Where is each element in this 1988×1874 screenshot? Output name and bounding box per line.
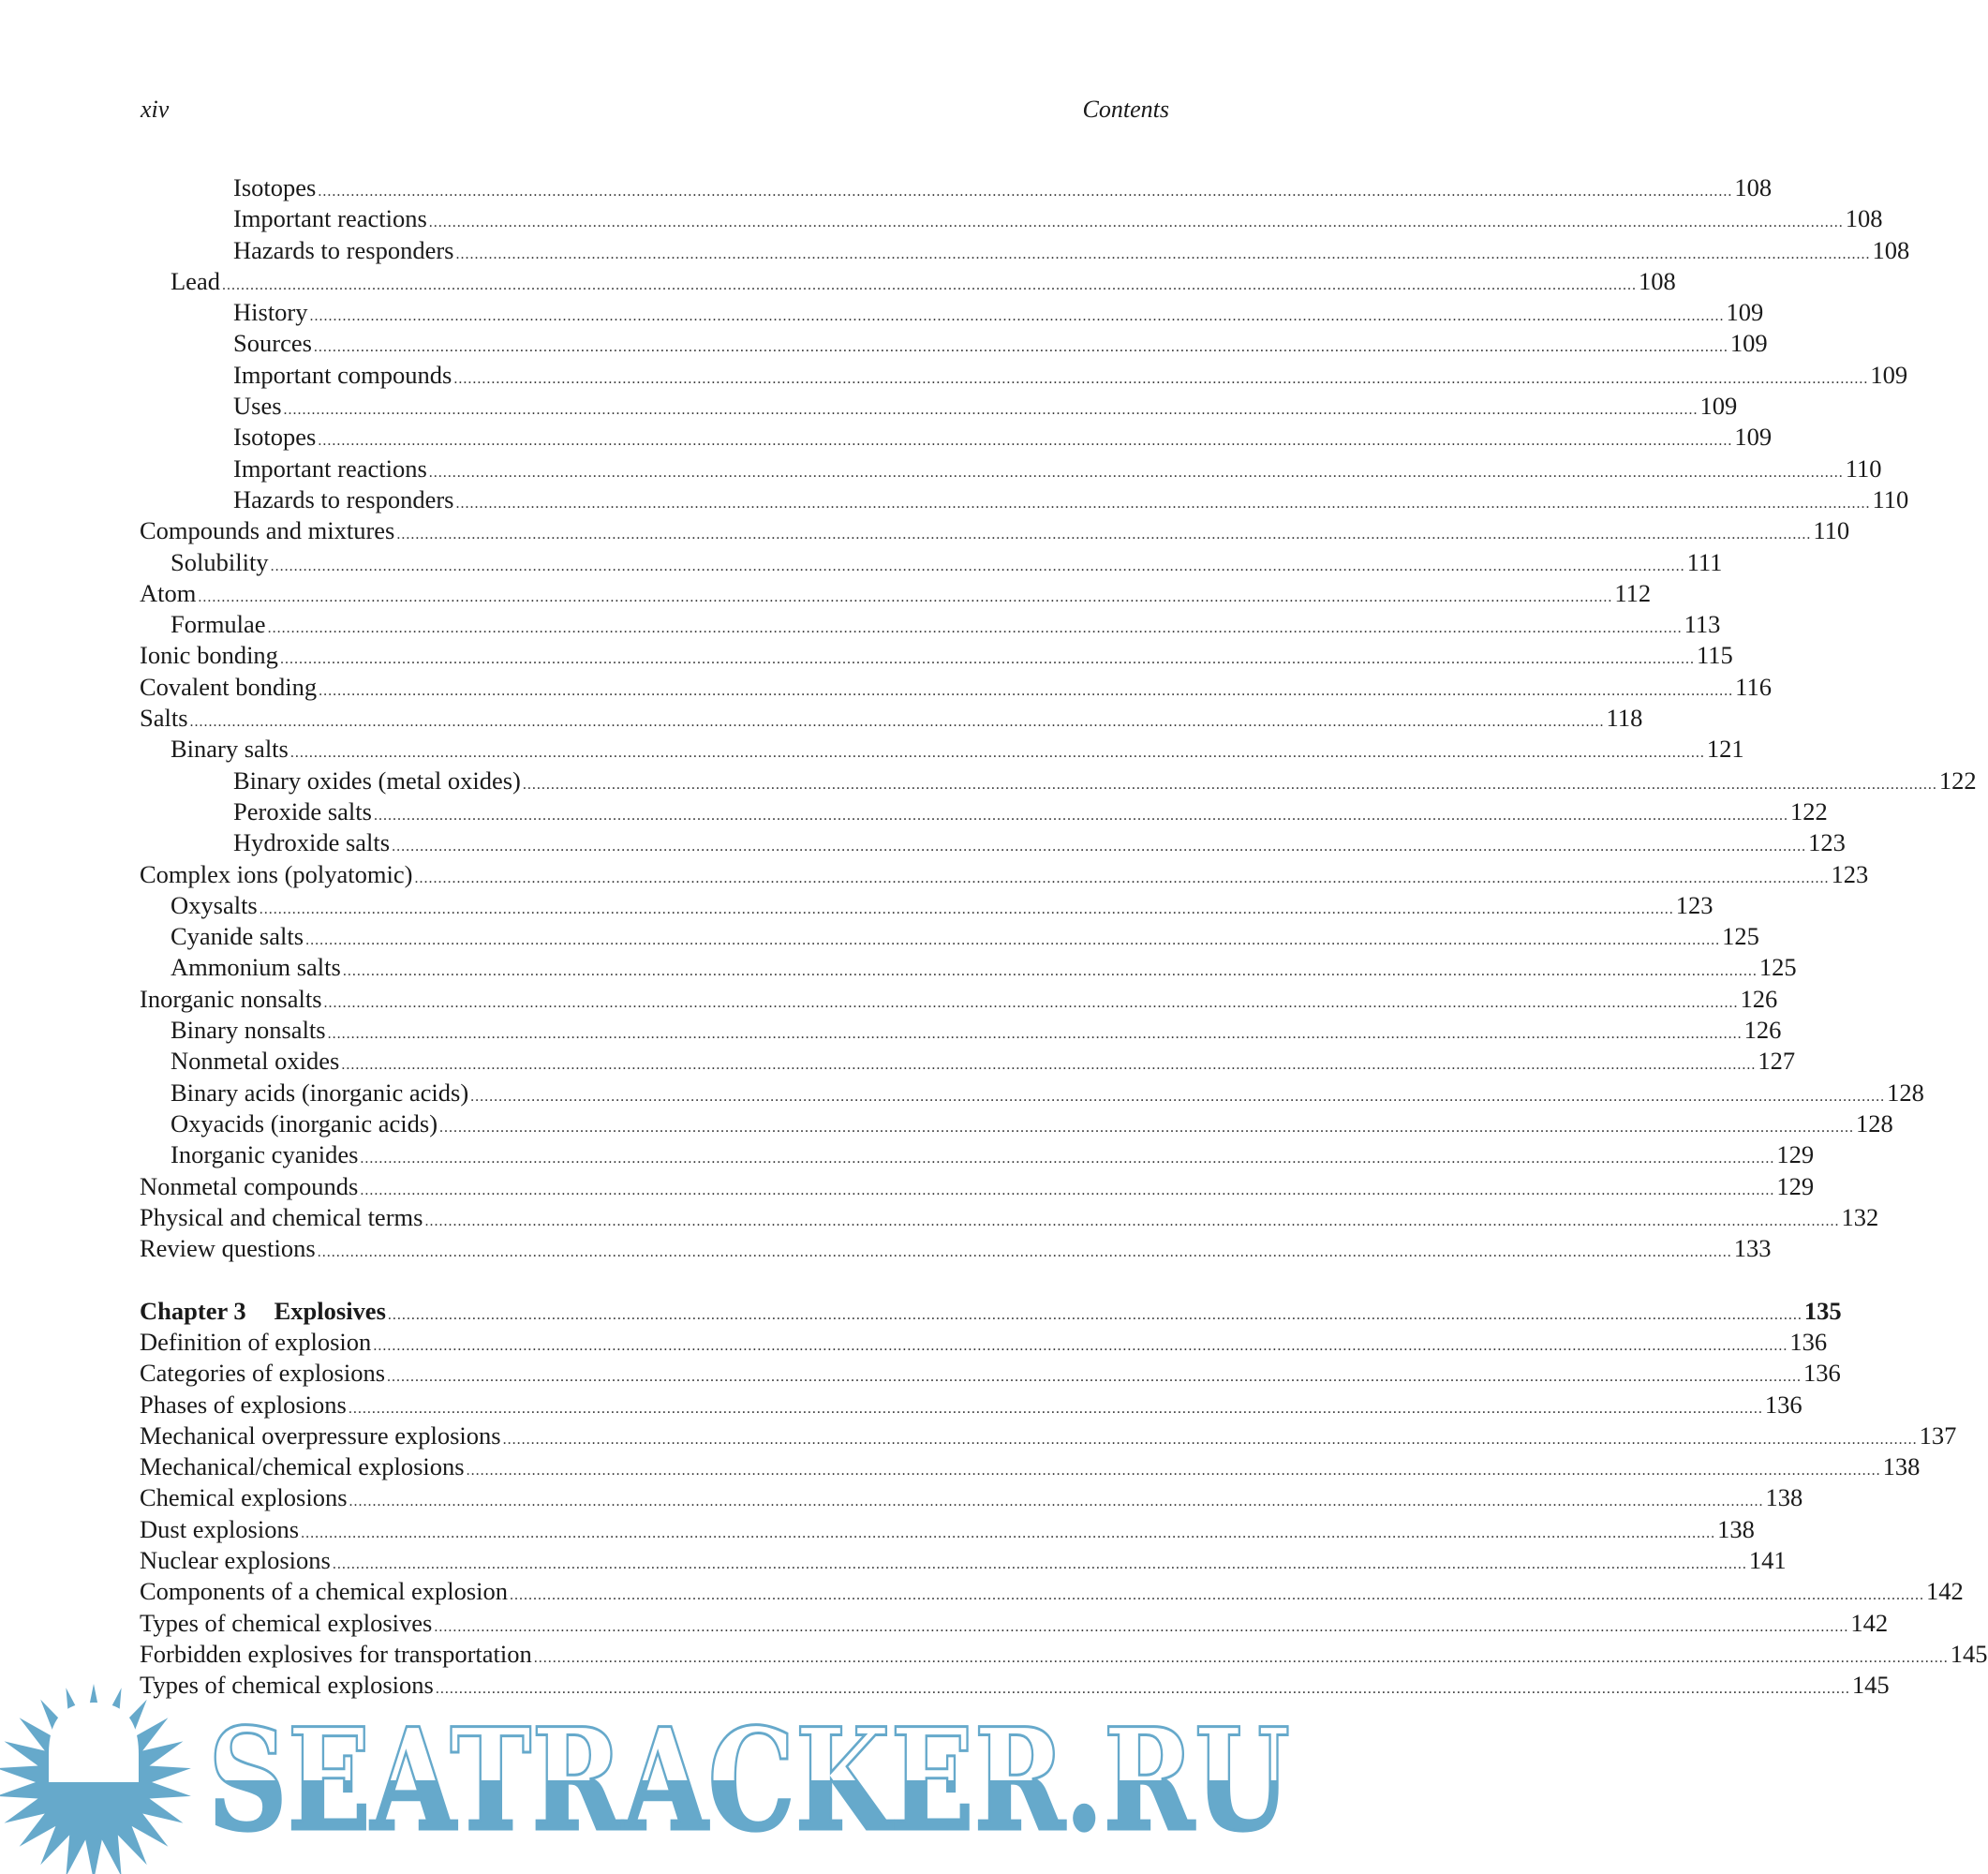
toc-entry	[140, 1171, 1815, 1202]
dot-leader	[424, 1206, 1839, 1237]
entry-title: Oxysalts	[171, 890, 258, 919]
toc-entry	[140, 640, 1733, 671]
entry-page-number: 110	[1872, 484, 1909, 513]
entry-page-number: 136	[1803, 1359, 1841, 1388]
entry-title: Nonmetal oxides	[171, 1047, 340, 1076]
entry-page-number: 137	[1919, 1420, 1957, 1450]
entry-title: Definition of explosion	[140, 1327, 372, 1356]
entry-page-number: 136	[1789, 1327, 1828, 1356]
toc-entry	[140, 1545, 1787, 1576]
entry-page-number: 109	[1729, 329, 1768, 358]
toc-entry	[140, 1139, 1815, 1170]
dot-leader	[198, 582, 1612, 613]
dot-leader	[510, 1580, 1924, 1611]
dot-leader	[429, 207, 1844, 238]
entry-title: Formulae	[171, 610, 266, 639]
toc-entry	[140, 921, 1759, 952]
dot-leader	[260, 894, 1674, 925]
dot-leader	[222, 270, 1637, 301]
toc-entry	[140, 547, 1723, 578]
dot-leader	[414, 863, 1829, 894]
toc-entry	[140, 672, 1772, 703]
entry-page-number: 109	[1726, 298, 1764, 327]
entry-page-number: 138	[1765, 1483, 1803, 1512]
toc-entry	[140, 1046, 1796, 1077]
entry-page-number: 122	[1938, 766, 1977, 795]
entry-title: Cyanide salts	[171, 922, 304, 951]
dot-leader	[360, 1143, 1774, 1174]
dot-leader	[318, 1237, 1732, 1268]
entry-page-number: 129	[1776, 1140, 1815, 1169]
entry-page-number: 116	[1735, 672, 1772, 701]
entry-page-number: 138	[1717, 1514, 1755, 1543]
toc-entry	[140, 203, 1883, 234]
entry-title: Covalent bonding	[140, 672, 318, 701]
dot-leader	[434, 1612, 1848, 1643]
toc-entry	[140, 578, 1652, 609]
entry-title: Mechanical overpressure explosions	[140, 1420, 501, 1450]
entry-page-number: 123	[1808, 828, 1846, 857]
entry-title: Important compounds	[233, 360, 452, 389]
dot-leader	[333, 1549, 1747, 1580]
entry-page-number: 127	[1758, 1047, 1796, 1076]
dot-leader	[534, 1643, 1949, 1673]
entry-title: Binary oxides (metal oxides)	[233, 766, 521, 795]
toc-entry	[140, 391, 1738, 422]
entry-page-number: 128	[1856, 1108, 1893, 1138]
toc-entry	[140, 1482, 1803, 1513]
entry-title: Nonmetal compounds	[140, 1171, 359, 1200]
entry-page-number: 108	[1845, 204, 1883, 233]
dot-leader	[388, 1300, 1803, 1331]
dot-leader	[455, 488, 1870, 519]
entry-title: Hydroxide salts	[233, 828, 391, 857]
entry-page-number: 110	[1813, 516, 1850, 545]
toc-entry	[140, 484, 1909, 515]
entry-title: Important reactions	[233, 454, 427, 483]
entry-title: Solubility	[171, 547, 269, 576]
dot-leader	[343, 956, 1758, 987]
dot-leader	[318, 176, 1732, 207]
toc-entry	[140, 266, 1676, 297]
entry-title: Hazards to responders	[233, 235, 454, 264]
entry-title: Compounds and mixtures	[140, 516, 395, 545]
chapter-number: Chapter 3	[140, 1296, 246, 1325]
dot-leader	[280, 644, 1695, 675]
entry-title: Uses	[233, 392, 282, 421]
entry-page-number: 132	[1841, 1202, 1879, 1231]
toc-entry	[140, 1327, 1828, 1358]
entry-page-number: 141	[1748, 1546, 1787, 1575]
entry-page-number: 133	[1733, 1234, 1772, 1263]
toc-entry	[140, 703, 1643, 734]
entry-title: Chemical explosions	[140, 1483, 348, 1512]
watermark	[0, 1677, 1312, 1874]
entry-page-number: 110	[1845, 454, 1882, 483]
entry-page-number: 118	[1606, 704, 1643, 733]
dot-leader	[349, 1393, 1763, 1424]
entry-title: Categories of explosions	[140, 1359, 386, 1388]
dot-leader	[301, 1518, 1715, 1549]
entry-title: Isotopes	[233, 173, 317, 201]
entry-page-number: 122	[1789, 796, 1828, 825]
entry-page-number: 123	[1675, 890, 1714, 919]
toc-entry	[140, 1639, 1988, 1670]
toc-entry	[140, 1202, 1879, 1233]
dot-leader	[328, 1019, 1743, 1049]
toc-entry	[140, 1233, 1772, 1264]
toc-chapter-entry	[140, 1296, 1842, 1327]
toc-entry	[140, 454, 1882, 484]
entry-title: Inorganic cyanides	[171, 1140, 359, 1169]
dot-leader	[190, 706, 1605, 737]
toc-entry	[140, 297, 1764, 328]
toc-entry	[140, 734, 1744, 765]
entry-title: Mechanical/chemical explosions	[140, 1452, 465, 1481]
entry-title: Hazards to responders	[233, 484, 454, 513]
entry-page-number: 126	[1743, 1016, 1782, 1045]
toc-entry	[140, 796, 1828, 827]
entry-title: Isotopes	[233, 423, 317, 452]
sun-logo-icon	[0, 1684, 191, 1874]
entry-page-number: 145	[1950, 1639, 1988, 1668]
dot-leader	[373, 1331, 1788, 1361]
dot-leader	[396, 519, 1811, 550]
dot-leader	[271, 551, 1685, 582]
entry-page-number: 123	[1831, 859, 1869, 888]
entry-title: Ammonium salts	[171, 953, 341, 982]
entry-title: Phases of explosions	[140, 1390, 347, 1419]
toc-entry	[140, 1514, 1755, 1545]
entry-title: Dust explosions	[140, 1514, 300, 1543]
entry-page-number: 112	[1614, 578, 1652, 607]
dot-leader	[319, 676, 1733, 706]
toc-entry	[140, 1420, 1957, 1451]
entry-title: Atom	[140, 578, 197, 607]
entry-page-number: 138	[1882, 1452, 1921, 1481]
dot-leader	[455, 239, 1870, 270]
entry-page-number: 136	[1764, 1390, 1803, 1419]
toc-entry	[140, 235, 1910, 266]
dot-leader	[290, 737, 1705, 768]
dot-leader	[268, 613, 1683, 644]
entry-page-number: 128	[1887, 1078, 1924, 1107]
entry-title: Ionic bonding	[140, 641, 278, 670]
entry-title: Oxyacids (inorganic acids)	[171, 1108, 438, 1138]
entry-title: Forbidden explosives for transportation	[140, 1639, 532, 1668]
entry-title: Explosives	[274, 1296, 386, 1325]
dot-leader	[503, 1424, 1918, 1455]
entry-title: Review questions	[140, 1234, 316, 1263]
entry-title: Binary acids (inorganic acids)	[171, 1078, 469, 1107]
page-number: xiv	[141, 96, 170, 123]
entry-title: Inorganic nonsalts	[140, 984, 322, 1013]
toc-entry	[140, 609, 1721, 640]
entry-title: History	[233, 298, 308, 327]
toc-entry	[140, 1358, 1841, 1389]
entry-page-number: 109	[1734, 423, 1773, 452]
dot-leader	[318, 425, 1732, 456]
toc-entry	[140, 827, 1846, 858]
entry-page-number: 109	[1699, 392, 1738, 421]
dot-leader	[467, 1455, 1881, 1486]
toc-entry	[140, 859, 1869, 890]
entry-title: Peroxide salts	[233, 796, 372, 825]
dot-leader	[439, 1112, 1854, 1143]
entry-page-number: 142	[1926, 1577, 1964, 1606]
entry-title: Sources	[233, 329, 312, 358]
spacer	[140, 1264, 1169, 1295]
dot-leader	[305, 925, 1720, 956]
dot-leader	[523, 769, 1937, 800]
dot-leader	[470, 1081, 1885, 1112]
entry-page-number: 126	[1740, 984, 1778, 1013]
entry-title: Components of a chemical explosion	[140, 1577, 508, 1606]
entry-title: Types of chemical explosives	[140, 1608, 433, 1637]
dot-leader	[284, 394, 1699, 425]
dot-leader	[349, 1486, 1764, 1517]
toc-entry	[140, 1015, 1782, 1046]
entry-page-number: 145	[1851, 1671, 1890, 1700]
entry-page-number: 108	[1872, 235, 1910, 264]
dot-leader	[387, 1361, 1802, 1392]
dot-leader	[360, 1175, 1774, 1206]
toc-entry	[140, 360, 1908, 391]
dot-leader	[310, 301, 1725, 332]
entry-page-number: 142	[1850, 1608, 1889, 1637]
entry-title: Binary nonsalts	[171, 1016, 326, 1045]
toc-entry	[140, 172, 1773, 203]
toc-entry	[140, 1078, 1924, 1108]
watermark-text: SEATRACKER.RU	[208, 1698, 1290, 1863]
entry-title: Complex ions (polyatomic)	[140, 859, 413, 888]
entry-page-number: 113	[1684, 610, 1721, 639]
toc-entry	[140, 328, 1768, 359]
table-of-contents	[140, 172, 1988, 1702]
dot-leader	[453, 364, 1868, 394]
dot-leader	[314, 332, 1728, 363]
entry-title: Nuclear explosions	[140, 1546, 331, 1575]
entry-title: Types of chemical explosions	[140, 1671, 434, 1700]
toc-entry	[140, 952, 1797, 983]
entry-page-number: 125	[1758, 953, 1797, 982]
running-title: Contents	[1082, 96, 1169, 123]
dot-leader	[429, 457, 1844, 488]
toc-entry	[140, 1390, 1803, 1420]
entry-page-number: 135	[1803, 1296, 1842, 1325]
entry-page-number: 108	[1734, 173, 1773, 201]
entry-page-number: 115	[1696, 641, 1733, 670]
dot-leader	[341, 1049, 1756, 1080]
toc-entry	[140, 422, 1773, 453]
entry-title: Physical and chemical terms	[140, 1202, 423, 1231]
entry-title: Important reactions	[233, 204, 427, 233]
toc-entry	[140, 984, 1778, 1015]
entry-page-number: 121	[1706, 735, 1744, 764]
toc-entry	[140, 890, 1714, 921]
entry-title: Salts	[140, 704, 188, 733]
dot-leader	[374, 800, 1788, 831]
entry-page-number: 108	[1638, 266, 1676, 295]
entry-title: Lead	[171, 266, 220, 295]
toc-entry	[140, 1108, 1893, 1139]
dot-leader	[324, 988, 1739, 1019]
toc-entry	[140, 1576, 1964, 1607]
toc-entry	[140, 515, 1850, 546]
toc-entry	[140, 766, 1977, 796]
dot-leader	[392, 831, 1806, 862]
entry-page-number: 125	[1722, 922, 1759, 951]
entry-title: Binary salts	[171, 735, 289, 764]
toc-entry	[140, 1608, 1889, 1639]
toc-entry	[140, 1451, 1921, 1482]
entry-page-number: 111	[1686, 547, 1723, 576]
entry-page-number: 109	[1870, 360, 1908, 389]
entry-page-number: 129	[1776, 1171, 1815, 1200]
